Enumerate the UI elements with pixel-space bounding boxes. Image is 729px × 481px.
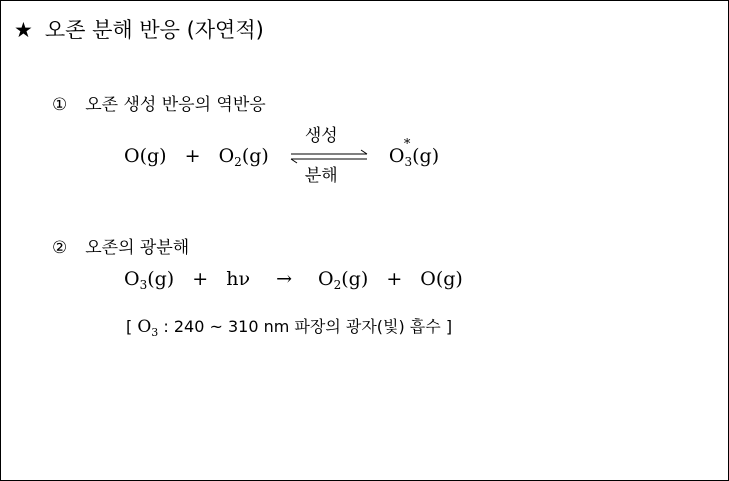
plus-sign: + [184, 145, 201, 167]
reaction-arrow-icon: → [276, 268, 292, 290]
product-o2: $O_2(g)$ [318, 268, 369, 292]
arrow-label-bottom: 분해 [304, 166, 338, 186]
reactant-o3: $O_3(g)$ [124, 268, 175, 292]
note-o3: $O_3$ [137, 317, 159, 339]
section-1-title: 오존 생성 반응의 역반응 [85, 95, 266, 115]
section-2-title: 오존의 광분해 [85, 238, 190, 258]
formation-equation [124, 126, 440, 186]
plus-sign-2: + [386, 268, 403, 290]
section-2-number: ② [52, 238, 68, 258]
section-1-heading [52, 90, 266, 115]
plus-sign-1: + [192, 268, 209, 290]
section-2-heading [52, 233, 189, 258]
slide-title [14, 14, 264, 44]
reactant-o: O(g) [124, 145, 167, 167]
arrow-label-top: 생성 [304, 126, 338, 146]
title-text: 오존 분해 반응 (자연적) [44, 18, 264, 42]
reactant-o2: $O_2(g)$ [218, 145, 269, 169]
product-o: O(g) [420, 268, 463, 290]
absorption-note: [ $O_3$ : 240 ~ 310 nm 파장의 광자(빛) 흡수 ] [126, 317, 453, 339]
equilibrium-arrow [289, 126, 369, 186]
section-1-number: ① [52, 95, 68, 115]
note-text: : 240 ~ 310 nm 파장의 광자(빛) 흡수 [163, 317, 441, 336]
product-o3-excited: $O_3$ * (g) [388, 137, 440, 169]
photon-hv: hν [226, 268, 251, 290]
star-icon: ★ [14, 18, 33, 42]
photolysis-equation [124, 268, 463, 292]
